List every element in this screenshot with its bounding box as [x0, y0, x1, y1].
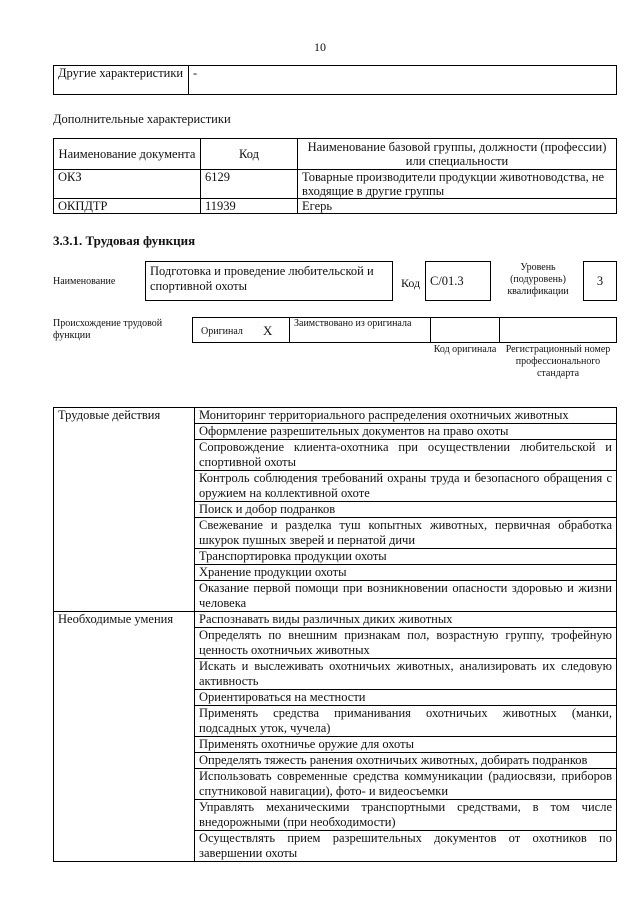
- labor-actions-label: Трудовые действия: [54, 408, 195, 612]
- labor-actions-item: Транспортировка продукции охоты: [195, 549, 617, 565]
- required-skills-item: Использовать современные средства коммуникации (радиосвязи, приборов спутниковой навигации), фото- и видеосъемки: [195, 769, 617, 800]
- table-cell: 11939: [201, 199, 298, 214]
- column-header: Наименование базовой группы, должности (профессии) или специальности: [298, 139, 617, 170]
- function-name-box: Подготовка и проведение любительской и спортивной охоты: [145, 261, 393, 301]
- origin-box: [192, 317, 617, 343]
- origin-label: Происхождение трудовой функции: [53, 318, 163, 341]
- code-label: Код: [401, 276, 421, 290]
- table-row: [54, 199, 617, 214]
- required-skills-item: Ориентироваться на местности: [195, 690, 617, 706]
- required-skills-item: Определять тяжесть ранения охотничьих животных, добирать подранков: [195, 753, 617, 769]
- divider: [499, 318, 500, 342]
- table-row: [54, 408, 617, 424]
- reg-number-label: Регистрационный номер профессионального стандарта: [505, 344, 611, 379]
- labor-function-table: [53, 407, 617, 862]
- required-skills-item: Управлять механическими транспортными средствами, в том числе внедорожными (при необходимости): [195, 800, 617, 831]
- additional-characteristics-table: [53, 138, 617, 214]
- section-title: 3.3.1. Трудовая функция: [53, 233, 196, 248]
- table-cell: ОКПДТР: [54, 199, 201, 214]
- other-characteristics-label: Другие характеристики: [54, 66, 189, 95]
- table-cell: 6129: [201, 170, 298, 199]
- required-skills-item: Осуществлять прием разрешительных документов от охотников по завершении охоты: [195, 831, 617, 862]
- original-mark: X: [263, 323, 273, 338]
- original-label: Оригинал: [201, 326, 243, 337]
- divider: [430, 318, 431, 342]
- column-header: Код: [201, 139, 298, 170]
- labor-actions-item: Оказание первой помощи при возникновении опасности здоровью и жизни человека: [195, 581, 617, 612]
- labor-actions-item: Свежевание и разделка туш копытных животных, первичная обработка шкурок пушных зверей и пернатой дичи: [195, 518, 617, 549]
- labor-actions-item: Оформление разрешительных документов на право охоты: [195, 424, 617, 440]
- table-row: [54, 170, 617, 199]
- table-row: [54, 612, 617, 628]
- borrowed-label: Заимствовано из оригинала: [294, 318, 412, 329]
- divider: [289, 318, 290, 342]
- labor-actions-item: Хранение продукции охоты: [195, 565, 617, 581]
- required-skills-item: Искать и выслеживать охотничьих животных, анализировать их следовую активность: [195, 659, 617, 690]
- labor-actions-item: Поиск и добор подранков: [195, 502, 617, 518]
- required-skills-item: Распознавать виды различных диких животных: [195, 612, 617, 628]
- required-skills-label: Необходимые умения: [54, 612, 195, 862]
- name-label: Наименование: [53, 276, 116, 287]
- other-characteristics-value: -: [189, 66, 617, 95]
- table-cell: Товарные производители продукции животноводства, не входящие в другие группы: [298, 170, 617, 199]
- required-skills-item: Применять охотничье оружие для охоты: [195, 737, 617, 753]
- code-original-label: Код оригинала: [433, 344, 497, 355]
- table-header-row: [54, 139, 617, 170]
- labor-actions-item: Мониторинг территориального распределения охотничьих животных: [195, 408, 617, 424]
- level-value-box: 3: [583, 261, 617, 301]
- level-label: Уровень (подуровень) квалификации: [507, 262, 569, 297]
- required-skills-item: Применять средства приманивания охотничьих животных (манки, подсадных уток, чучела): [195, 706, 617, 737]
- page-number: 10: [314, 40, 326, 54]
- table-cell: Егерь: [298, 199, 617, 214]
- column-header: Наименование документа: [54, 139, 201, 170]
- function-code-box: C/01.3: [425, 261, 491, 301]
- labor-actions-item: Сопровождение клиента-охотника при осуществлении любительской и спортивной охоты: [195, 440, 617, 471]
- other-characteristics-table: [53, 65, 617, 95]
- labor-actions-item: Контроль соблюдения требований охраны труда и безопасного обращения с оружием на коллективной охоте: [195, 471, 617, 502]
- table-cell: ОКЗ: [54, 170, 201, 199]
- required-skills-item: Определять по внешним признакам пол, возрастную группу, трофейную ценность охотничьих животных: [195, 628, 617, 659]
- additional-characteristics-title: Дополнительные характеристики: [53, 112, 231, 126]
